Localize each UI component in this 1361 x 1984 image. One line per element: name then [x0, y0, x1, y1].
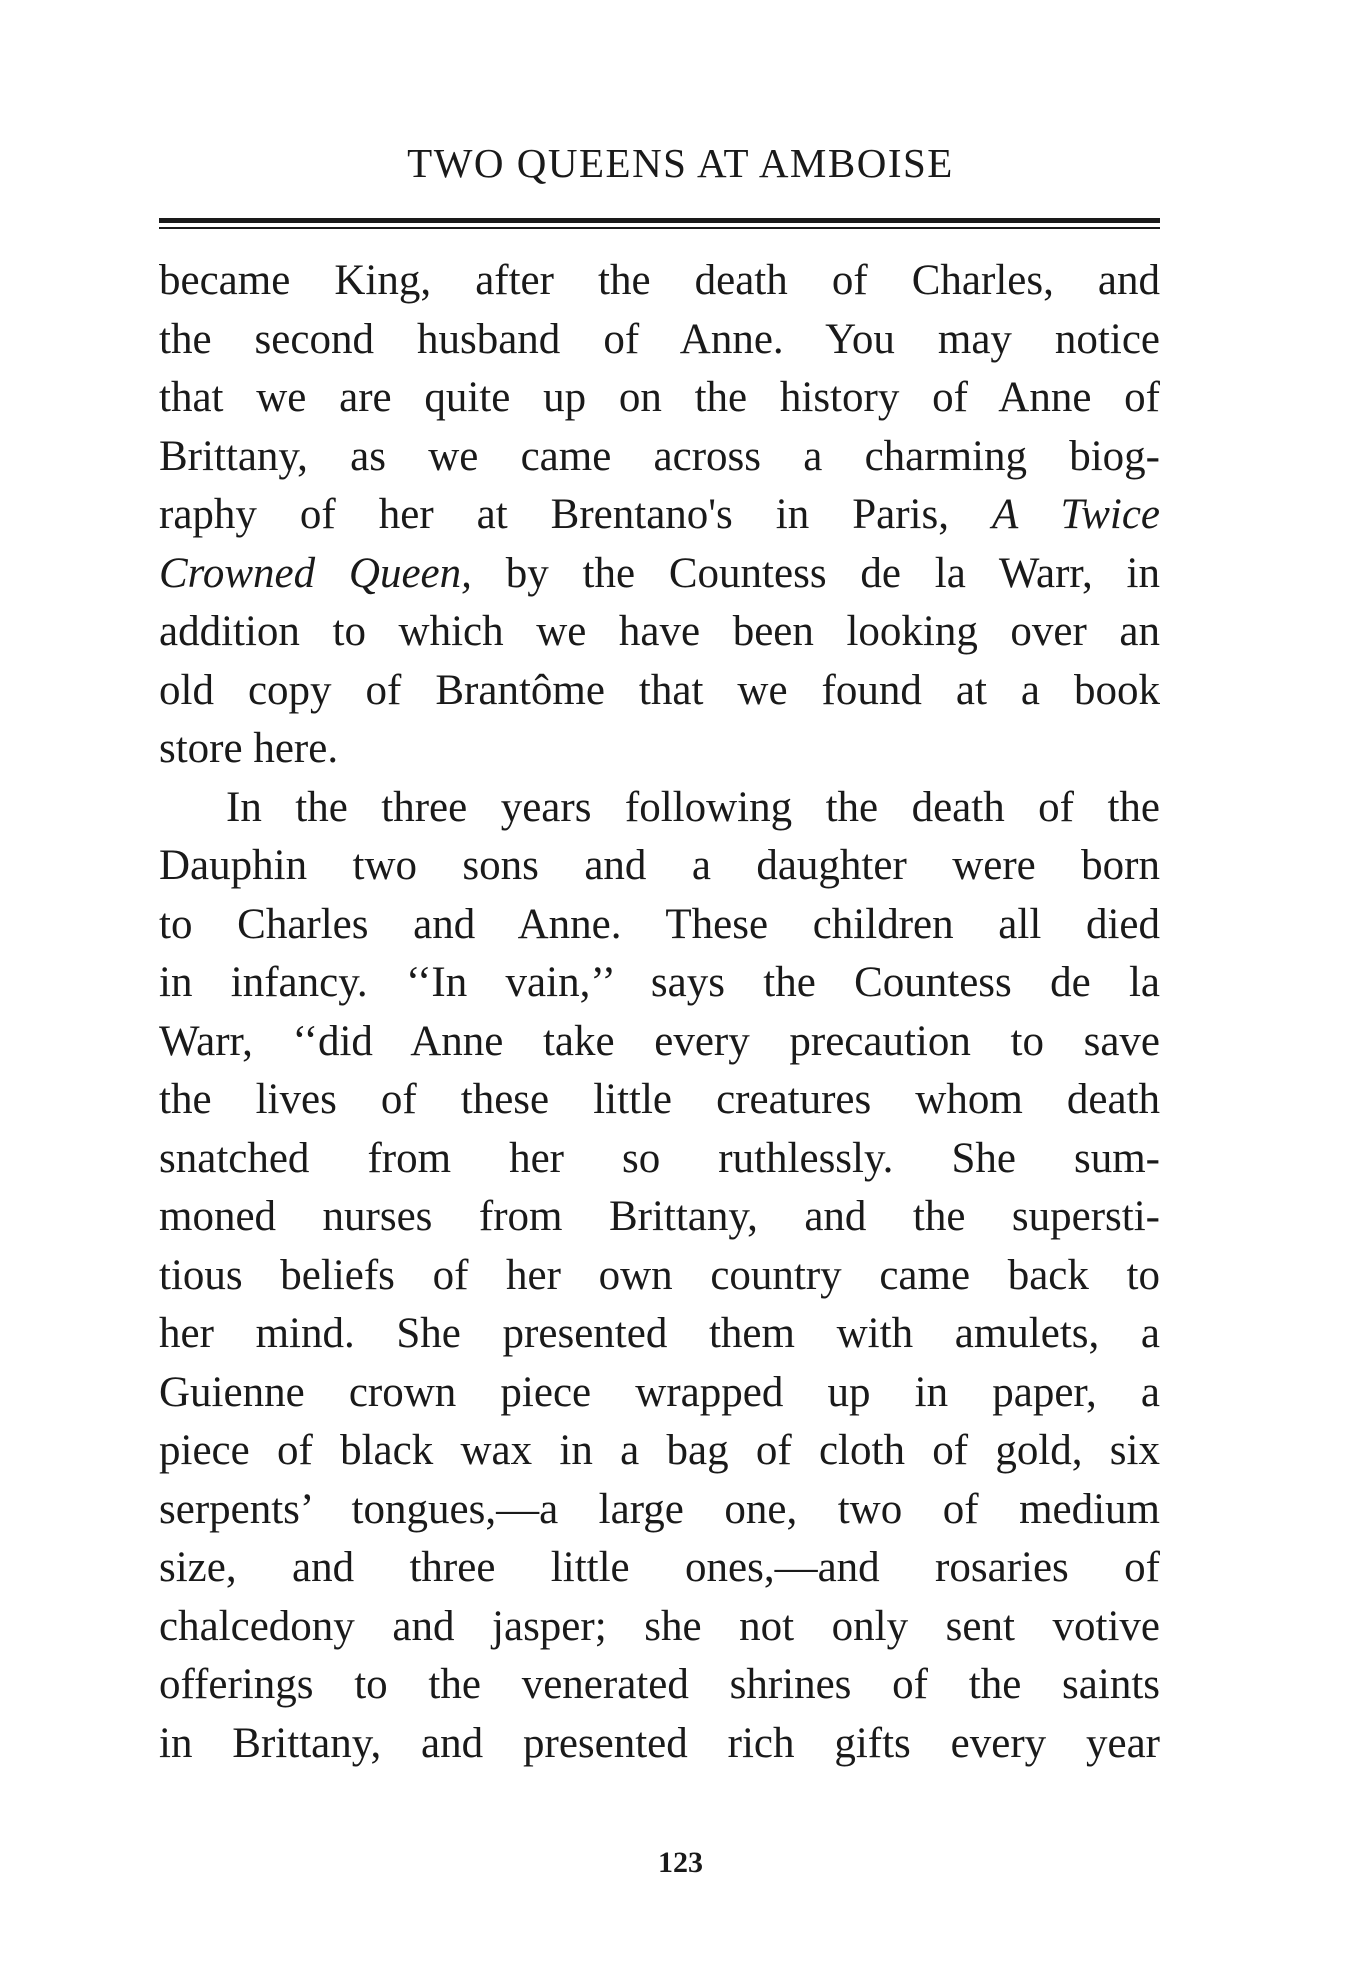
- text-line: addition to which we have been looking over an: [159, 608, 1160, 655]
- header-rule-thin: [159, 227, 1160, 229]
- text-line: moned nurses from Brittany, and the supersti-: [159, 1193, 1160, 1240]
- text-line: to Charles and Anne. These children all died: [159, 900, 1160, 948]
- text-line: serpents’ tongues,—a large one, two of medium: [159, 1485, 1160, 1533]
- text-line: snatched from her so ruthlessly. She sum-: [159, 1134, 1160, 1182]
- text-line: in infancy. ‘‘In vain,’’ says the Countess de la: [159, 959, 1160, 1006]
- body-text: [159, 252, 1160, 1773]
- text-line: became King, after the death of Charles, and: [159, 257, 1160, 304]
- paragraph-1: [159, 252, 1160, 779]
- text-line: [159, 545, 1160, 604]
- text-line: Guienne crown piece wrapped up in paper, a: [159, 1368, 1160, 1416]
- text-line: tious beliefs of her own country came back to: [159, 1251, 1160, 1299]
- text-line: old copy of Brantôme that we found at a book: [159, 666, 1160, 714]
- text-line: Dauphin two sons and a daughter were born: [159, 842, 1160, 889]
- text-line: that we are quite up on the history of Anne of: [159, 374, 1160, 421]
- italic-title-run: A Twice: [991, 491, 1160, 538]
- header-rule-thick: [159, 218, 1160, 223]
- text-line: size, and three little ones,—and rosaries of: [159, 1544, 1160, 1591]
- text-line: [159, 486, 1160, 545]
- running-head: TWO QUEENS AT AMBOISE: [407, 140, 954, 186]
- text-line: her mind. She presented them with amulets, a: [159, 1310, 1160, 1357]
- text-line: store here.: [159, 725, 339, 772]
- text-line: in Brittany, and presented rich gifts every year: [159, 1719, 1160, 1767]
- text-run: raphy of her at Brentano's in Paris,: [159, 491, 992, 538]
- page-number: 123: [658, 1846, 703, 1879]
- text-line: offerings to the venerated shrines of the saints: [159, 1661, 1160, 1708]
- text-line: the lives of these little creatures whom death: [159, 1076, 1160, 1123]
- italic-title-run: Crowned Queen,: [159, 549, 472, 597]
- text-run: by the Countess de la Warr, in: [471, 549, 1161, 597]
- text-line: chalcedony and jasper; she not only sent votive: [159, 1602, 1160, 1650]
- text-line: Warr, ‘‘did Anne take every precaution to save: [159, 1017, 1160, 1065]
- text-line: Brittany, as we came across a charming biog-: [159, 432, 1160, 480]
- text-line: the second husband of Anne. You may notice: [159, 315, 1160, 363]
- paragraph-2: [159, 779, 1160, 1774]
- text-line: piece of black wax in a bag of cloth of gold, six: [159, 1427, 1160, 1474]
- text-line: In the three years following the death of the: [226, 783, 1160, 831]
